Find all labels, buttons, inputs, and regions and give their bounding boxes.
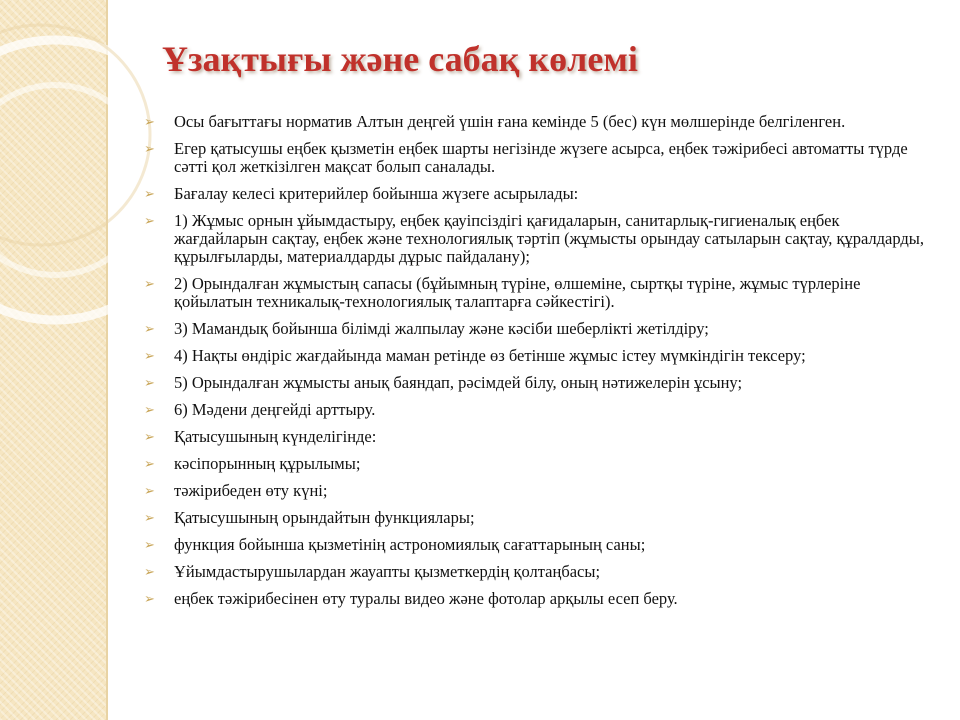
chevron-right-icon: ➢ <box>144 321 155 336</box>
list-item-text: 3) Мамандық бойынша білімді жалпылау және кәсіби шеберлікті жетілдіру; <box>174 319 709 338</box>
list-item-text: 6) Мәдени деңгейді арттыру. <box>174 400 376 419</box>
list-item <box>144 374 934 392</box>
list-item <box>144 275 934 311</box>
list-item-text: кәсіпорынның құрылымы; <box>174 454 361 473</box>
list-item-text: Қатысушының күнделігінде: <box>174 427 377 446</box>
list-item-text: тәжірибеден өту күні; <box>174 481 328 500</box>
list-item-text: 5) Орындалған жұмысты анық баяндап, рәсімдей білу, оның нәтижелерін ұсыну; <box>174 373 743 392</box>
slide-title: Ұзақтығы және сабақ көлемі <box>162 39 638 79</box>
list-item <box>144 482 934 500</box>
list-item-text: 1) Жұмыс орнын ұйымдастыру, еңбек қауіпсіздігі қағидаларын, санитарлық-гигиеналық еңбек жағдайларын сақтау, еңбек және технологиялық тәртіп (жұмысты орындау сатыларын сақтау, құралдарды, құрылғыларды, материалдарды дұрыс пайдалану); <box>174 211 925 266</box>
list-item <box>144 212 934 266</box>
chevron-right-icon: ➢ <box>144 564 155 579</box>
chevron-right-icon: ➢ <box>144 186 155 201</box>
list-item <box>144 347 934 365</box>
list-item <box>144 590 934 608</box>
chevron-right-icon: ➢ <box>144 456 155 471</box>
list-item-text: Егер қатысушы еңбек қызметін еңбек шарты негізінде жүзеге асырса, еңбек тәжірибесі автоматты түрде сәтті қол жеткізілген мақсат болып саналады. <box>174 139 908 176</box>
list-item-text: Бағалау келесі критерийлер бойынша жүзеге асырылады: <box>174 184 579 203</box>
bullet-list <box>144 113 934 617</box>
list-item-text: функция бойынша қызметінің астрономиялық сағаттарының саны; <box>174 535 646 554</box>
chevron-right-icon: ➢ <box>144 141 155 156</box>
list-item <box>144 536 934 554</box>
list-item-text: Ұйымдастырушылардан жауапты қызметкердің қолтаңбасы; <box>174 562 601 581</box>
list-item <box>144 563 934 581</box>
chevron-right-icon: ➢ <box>144 213 155 228</box>
chevron-right-icon: ➢ <box>144 591 155 606</box>
chevron-right-icon: ➢ <box>144 429 155 444</box>
list-item-text: 4) Нақты өндіріс жағдайында маман ретінде өз бетінше жұмыс істеу мүмкіндігін тексеру; <box>174 346 806 365</box>
chevron-right-icon: ➢ <box>144 510 155 525</box>
list-item <box>144 401 934 419</box>
chevron-right-icon: ➢ <box>144 537 155 552</box>
list-item <box>144 320 934 338</box>
list-item <box>144 428 934 446</box>
chevron-right-icon: ➢ <box>144 276 155 291</box>
chevron-right-icon: ➢ <box>144 375 155 390</box>
list-item <box>144 113 934 131</box>
chevron-right-icon: ➢ <box>144 483 155 498</box>
list-item-text: Осы бағыттағы норматив Алтын деңгей үшін ғана кемінде 5 (бес) күн мөлшерінде белгіленген. <box>174 112 846 131</box>
list-item <box>144 509 934 527</box>
list-item-text: Қатысушының орындайтын функциялары; <box>174 508 475 527</box>
list-item-text: еңбек тәжірибесінен өту туралы видео және фотолар арқылы есеп беру. <box>174 589 678 608</box>
list-item-text: 2) Орындалған жұмыстың сапасы (бұйымның түріне, өлшеміне, сыртқы түріне, жұмыс түрлеріне қойылатын техникалық-технологиялық талаптарға сәйкестігі). <box>174 274 861 311</box>
list-item <box>144 455 934 473</box>
chevron-right-icon: ➢ <box>144 114 155 129</box>
list-item <box>144 140 934 176</box>
chevron-right-icon: ➢ <box>144 348 155 363</box>
list-item <box>144 185 934 203</box>
chevron-right-icon: ➢ <box>144 402 155 417</box>
